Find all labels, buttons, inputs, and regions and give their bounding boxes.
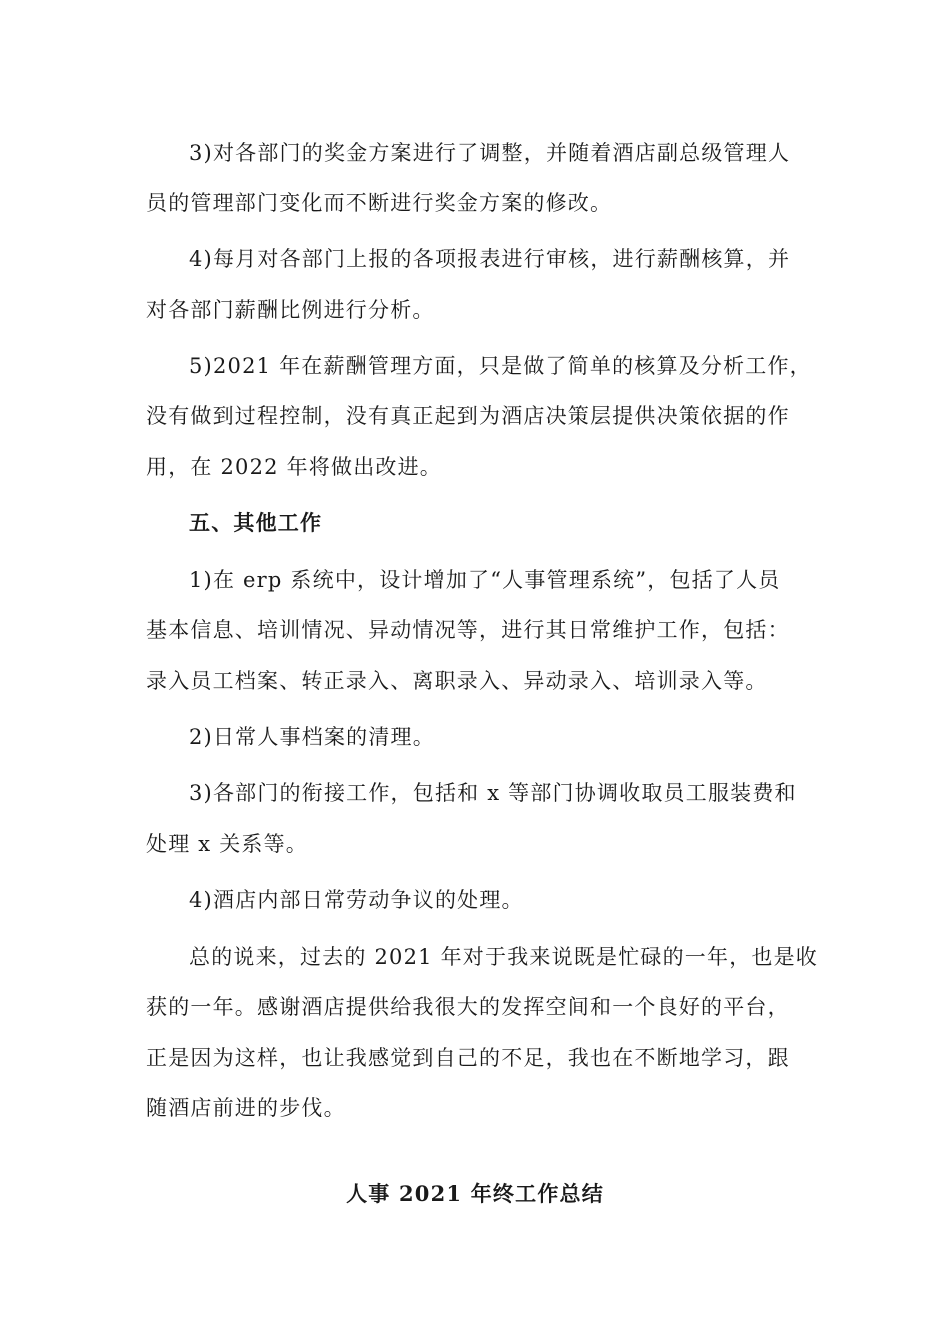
paragraph-line: 员的管理部门变化而不断进行奖金方案的修改。 [146, 191, 613, 215]
paragraph-line: 用，在 2022 年将做出改进。 [146, 455, 442, 479]
paragraph-line: 2)日常人事档案的清理。 [189, 725, 435, 749]
paragraph-line: 没有做到过程控制，没有真正起到为酒店决策层提供决策依据的作 [146, 404, 790, 428]
paragraph-line: 3)各部门的衔接工作，包括和 x 等部门协调收取员工服装费和 [189, 781, 797, 805]
paragraph-line: 正是因为这样，也让我感觉到自己的不足，我也在不断地学习，跟 [146, 1046, 790, 1070]
section-heading: 五、其他工作 [189, 510, 323, 535]
paragraph-line: 对各部门薪酬比例进行分析。 [146, 298, 435, 322]
paragraph-line: 随酒店前进的步伐。 [146, 1096, 346, 1120]
paragraph-line: 基本信息、培训情况、异动情况等，进行其日常维护工作，包括： [146, 618, 790, 642]
paragraph-line: 1)在 erp 系统中，设计增加了“人事管理系统”，包括了人员 [189, 568, 781, 592]
paragraph-line: 4)酒店内部日常劳动争议的处理。 [189, 888, 524, 912]
document-title: 人事 2021 年终工作总结 [346, 1181, 604, 1206]
paragraph-line: 4)每月对各部门上报的各项报表进行审核，进行薪酬核算，并 [189, 247, 791, 271]
paragraph-line: 3)对各部门的奖金方案进行了调整，并随着酒店副总级管理人 [189, 141, 791, 165]
paragraph-line: 5)2021 年在薪酬管理方面，只是做了简单的核算及分析工作， [189, 354, 812, 378]
paragraph-line: 总的说来，过去的 2021 年对于我来说既是忙碌的一年，也是收 [189, 945, 818, 969]
paragraph-line: 处理 x 关系等。 [146, 832, 308, 856]
paragraph-line: 获的一年。感谢酒店提供给我很大的发挥空间和一个良好的平台， [146, 995, 790, 1019]
paragraph-line: 录入员工档案、转正录入、离职录入、异动录入、培训录入等。 [146, 669, 768, 693]
